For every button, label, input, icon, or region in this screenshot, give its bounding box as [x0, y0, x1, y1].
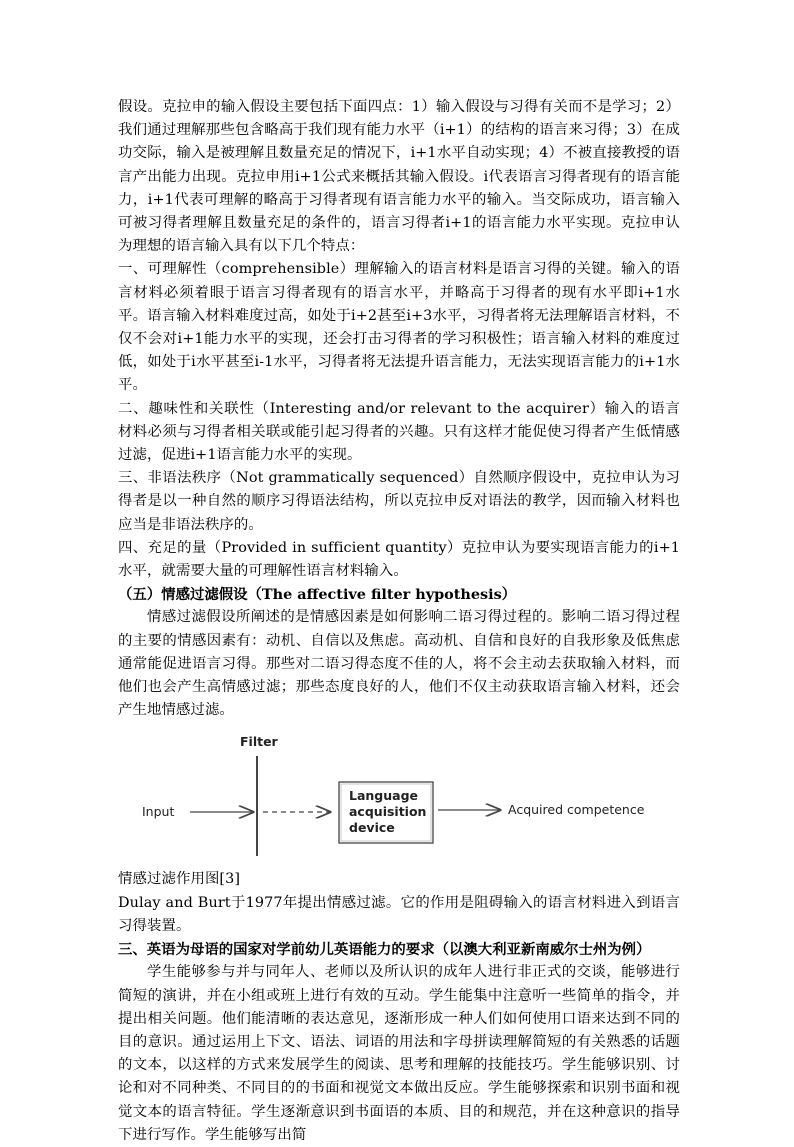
device-label-line2: acquisition — [349, 804, 427, 820]
device-label-line1: Language — [349, 788, 419, 804]
paragraph-sufficient-quantity: 四、充足的量（Provided in sufficient quantity）克拉申认为要实现语言能力的i+1水平，就需要大量的可理解性语言材料输入。 — [118, 539, 680, 580]
document-page — [118, 96, 680, 1147]
paragraph-not-grammatical: 三、非语法秩序（Not grammatically sequenced）自然顺序假设中，克拉申认为习得者是以一种自然的顺序习得语法结构，所以克拉申反对语法的教学，因而输入材料也应当是非语法秩序的。 — [118, 470, 680, 533]
paragraph-affective-filter: 情感过滤假设所阐述的是情感因素是如何影响二语习得过程的。影响二语习得过程的主要的情感因素有：动机、自信以及焦虑。高动机、自信和良好的自我形象及低焦虑通常能促进语言习得。那些对二语习得态度不佳的人，将不会主动去获取输入材料，而他们也会产生高情感过滤；那些态度良好的人，他们不仅主动获取语言输入材料，还会产生地情感过滤。 — [118, 609, 680, 719]
paragraph-interesting-relevant: 二、趣味性和关联性（Interesting and/or relevant to the acquirer）输入的语言材料必须与习得者相关联或能引起习得者的兴趣。只有这样才能促使习得者产生低情感过滤，促进i+1语言能力水平的实现。 — [118, 400, 680, 464]
paragraph-input-hypothesis: 假设。克拉申的输入假设主要包括下面四点：1）输入假设与习得有关而不是学习；2）我们通过理解那些包含略高于我们现有能力水平（i+1）的结构的语言来习得；3）在成功交际，输入是被理解且数量充足的情况下，i+1水平自动实现；4）不被直接教授的语言产出能力出现。克拉申用i+1公式来概括其输入假设。i代表语言习得者现有的语言能力，i+1代表可理解的略高于习得者现有语言能力水平的输入。当交际成功，语言输入可被习得者理解且数量充足的条件的，语言习得者i+1的语言能力水平实现。克拉申认为理想的语言输入具有以下几个特点： — [118, 99, 680, 255]
section-heading-affective-filter: （五）情感过滤假设（The affective filter hypothesis） — [118, 586, 517, 604]
input-label: Input — [142, 804, 175, 820]
figure-caption: 情感过滤作用图[3] — [118, 871, 241, 888]
output-label: Acquired competence — [508, 802, 645, 818]
diagram-svg — [118, 724, 680, 858]
section-heading-english-requirements: 三、英语为母语的国家对学前幼儿英语能力的要求（以澳大利亚新南威尔士州为例） — [118, 941, 651, 959]
filter-label: Filter — [240, 734, 278, 750]
affective-filter-diagram — [118, 724, 680, 858]
paragraph-student-abilities: 学生能够参与并与同年人、老师以及所认识的成年人进行非正式的交谈，能够进行简短的演讲，并在小组或班上进行有效的互动。学生能集中注意听一些简单的指令，并提出相关问题。他们能清晰的表达意见，逐渐形成一种人们如何使用口语来达到不同的目的意识。通过运用上下文、语法、词语的用法和字母拼读理解简短的有关熟悉的话题的文本，以这样的方式来发展学生的阅读、思考和理解的技能技巧。学生能够识别、讨论和对不同种类、不同目的的书面和视觉文本做出反应。学生能够探索和识别书面和视觉文本的语言特征。学生逐渐意识到书面语的本质、目的和规范，并在这种意识的指导下进行写作。学生能够写出简 — [118, 964, 680, 1143]
paragraph-comprehensible: 一、可理解性（comprehensible）理解输入的语言材料是语言习得的关键。输入的语言材料必须着眼于语言习得者现有的语言水平，并略高于习得者的现有水平即i+1水平。语言输入材料难度过高，如处于i+2甚至i+3水平，习得者将无法理解语言材料，不仅不会对i+1能力水平的实现，还会打击习得者的学习积极性；语言输入材料的难度过低，如处于i水平甚至i-1水平，习得者将无法提升语言能力，无法实现语言能力的i+1水平。 — [118, 261, 680, 394]
paragraph-dulay-burt: Dulay and Burt于1977年提出情感过滤。它的作用是阻碍输入的语言材料进入到语言习得装置。 — [118, 894, 680, 934]
device-label-line3: device — [349, 820, 395, 836]
